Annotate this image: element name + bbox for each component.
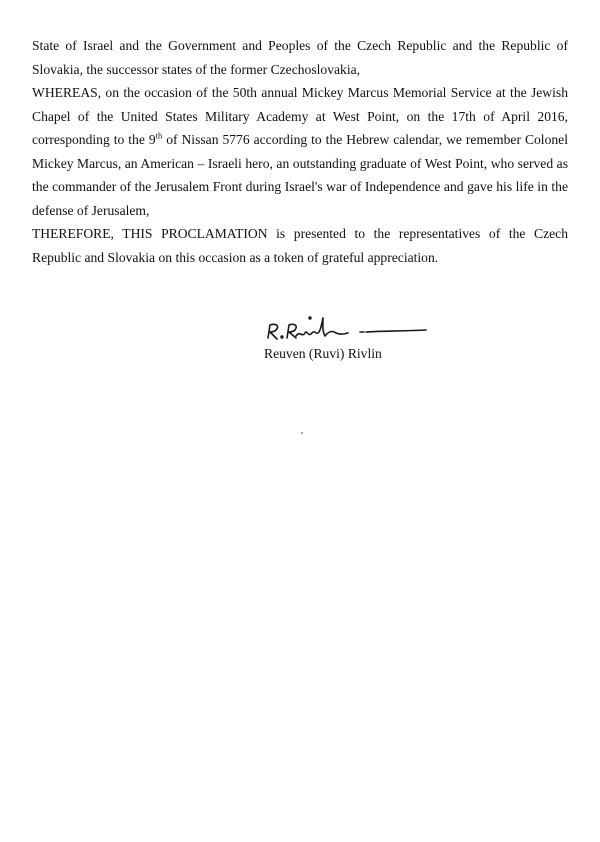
paragraph-preamble-continuation: State of Israel and the Government and Peoples of the Czech Republic and the Republic of Slovakia, the successor states of the former Czechoslovakia, — [32, 38, 568, 77]
proclamation-body — [32, 34, 568, 269]
handwritten-signature — [262, 314, 432, 348]
paragraph-therefore: THEREFORE, THIS PROCLAMATION is presented to the representatives of the Czech Republic and Slovakia on this occasion as a token of grateful appreciation. — [32, 226, 568, 265]
ordinal-superscript: th — [155, 130, 163, 141]
whereas-text-part-1: WHEREAS, on the occasion of the 50th annual Mickey Marcus Memorial Service at the Jewish Chapel of the United States Military Academy at West Point, on the 17th of April 2016, corresponding to the 9 — [32, 85, 568, 147]
whereas-text-part-2: of Nissan 5776 according to the Hebrew calendar, we remember Colonel Mickey Marcus, an American – Israeli hero, an outstanding graduate of West Point, who served as the commander of the Jerusalem Front during Israel's war of Independence and gave his life in the defense of Jerusalem, — [32, 132, 568, 218]
signer-printed-name: Reuven (Ruvi) Rivlin — [264, 346, 382, 361]
paragraph-whereas — [32, 81, 568, 222]
scan-speck — [301, 432, 303, 434]
